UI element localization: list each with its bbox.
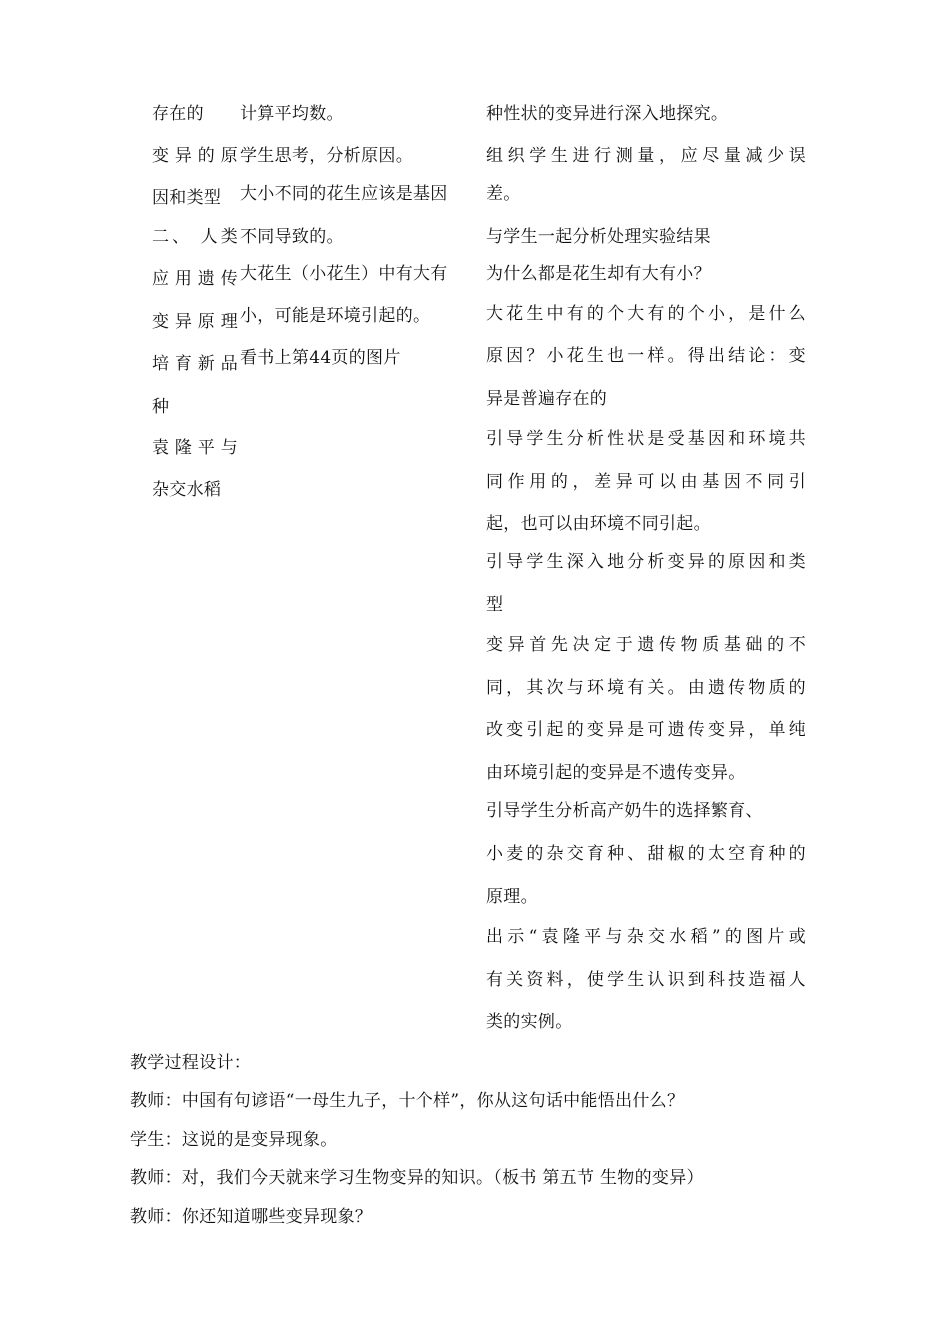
teacher-activity-line: 同作用的，差异可以由基因不同引 (486, 472, 806, 492)
teacher-activity-line: 原理。 (486, 887, 538, 907)
teacher-activity-line: 为什么都是花生却有大有小？ (486, 264, 711, 284)
section-heading-line: 二、 人类 (152, 227, 238, 247)
section-heading-line: 变异的原 (152, 146, 238, 166)
teacher-activity-line: 同，其次与环境有关。由遗传物质的 (486, 678, 806, 698)
teacher-activity-line: 型 (486, 595, 504, 615)
process-heading: 教学过程设计： (130, 1053, 252, 1073)
section-heading-line: 袁隆平与 (152, 438, 238, 458)
teacher-activity-line: 起，也可以由环境不同引起。 (486, 514, 711, 534)
teacher-activity-line: 引导学生深入地分析变异的原因和类 (486, 552, 806, 572)
teacher-activity-line: 类的实例。 (486, 1012, 573, 1032)
section-heading-line: 变异原理 (152, 312, 238, 332)
process-line: 教师：中国有句谚语“一母生九子，十个样”，你从这句话中能悟出什么？ (130, 1091, 685, 1111)
process-line: 教师：你还知道哪些变异现象？ (130, 1207, 373, 1227)
process-line: 学生：这说的是变异现象。 (130, 1130, 338, 1150)
teacher-activity-line: 引导学生分析高产奶牛的选择繁育、 (486, 801, 763, 821)
teacher-activity-line: 出示“袁隆平与杂交水稻”的图片或 (486, 927, 806, 947)
student-activity-line: 计算平均数。 (240, 104, 344, 124)
student-activity-line: 小，可能是环境引起的。 (240, 306, 431, 326)
student-activity-line: 大小不同的花生应该是基因 (240, 184, 448, 204)
student-activity-line: 不同导致的。 (240, 227, 344, 247)
process-line: 教师：对，我们今天就来学习生物变异的知识。（板书 第五节 生物的变异） (130, 1168, 704, 1188)
teacher-activity-line: 有关资料，使学生认识到科技造福人 (486, 970, 806, 990)
section-heading-line: 种 (152, 397, 170, 417)
teacher-activity-line: 原因？小花生也一样。得出结论：变 (486, 346, 806, 366)
teacher-activity-line: 引导学生分析性状是受基因和环境共 (486, 429, 806, 449)
teacher-activity-line: 改变引起的变异是可遗传变异，单纯 (486, 720, 806, 740)
section-heading-line: 培育新品 (152, 354, 238, 374)
teacher-activity-line: 差。 (486, 184, 521, 204)
student-activity-line: 看书上第44页的图片 (240, 348, 401, 368)
student-activity-line: 学生思考，分析原因。 (240, 146, 413, 166)
teacher-activity-line: 由环境引起的变异是不遗传变异。 (486, 763, 746, 783)
teacher-activity-line: 大花生中有的个大有的个小，是什么 (486, 304, 806, 324)
section-heading-line: 杂交水稻 (152, 480, 222, 500)
teacher-activity-line: 异是普遍存在的 (486, 389, 608, 409)
section-heading-line: 因和类型 (152, 188, 222, 208)
section-heading-line: 存在的 (152, 104, 204, 124)
teacher-activity-line: 与学生一起分析处理实验结果 (486, 227, 711, 247)
teacher-activity-line: 组织学生进行测量，应尽量减少误 (486, 146, 806, 166)
teacher-activity-line: 变异首先决定于遗传物质基础的不 (486, 635, 806, 655)
student-activity-line: 大花生（小花生）中有大有 (240, 264, 448, 284)
teacher-activity-line: 小麦的杂交育种、甜椒的太空育种的 (486, 844, 806, 864)
section-heading-line: 应用遗传 (152, 269, 238, 289)
teacher-activity-line: 种性状的变异进行深入地探究。 (486, 104, 729, 124)
